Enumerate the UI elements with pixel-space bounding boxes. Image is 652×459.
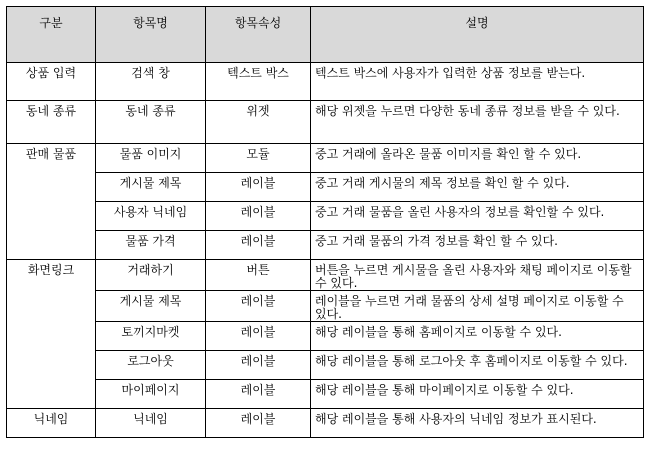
- table-row: [7, 231, 644, 260]
- group-cell: [7, 291, 96, 322]
- group-cell: [7, 322, 96, 351]
- table-row: [7, 63, 644, 101]
- desc-cell: 해당 레이블을 통해 마이페이지로 이동할 수 있다.: [311, 380, 644, 409]
- desc-cell: 해당 레이블을 통해 홈페이지로 이동할 수 있다.: [311, 322, 644, 351]
- group-cell: [7, 231, 96, 260]
- table-row: [7, 380, 644, 409]
- desc-cell: 텍스트 박스에 사용자가 입력한 상품 정보를 받는다.: [311, 63, 644, 101]
- group-cell: [7, 173, 96, 202]
- name-cell: 거래하기: [96, 260, 206, 291]
- name-cell: 닉네임: [96, 409, 206, 438]
- table-row: [7, 409, 644, 438]
- name-cell: 게시물 제목: [96, 173, 206, 202]
- name-cell: 사용자 닉네임: [96, 202, 206, 231]
- desc-cell: 버튼을 누르면 게시물을 올린 사용자와 채팅 페이지로 이동할 수 있다.: [311, 260, 644, 291]
- attr-cell: 위젯: [206, 101, 311, 144]
- table-row: [7, 322, 644, 351]
- table-row: [7, 202, 644, 231]
- name-cell: 토끼지마켓: [96, 322, 206, 351]
- name-cell: 동네 종류: [96, 101, 206, 144]
- desc-cell: 해당 레이블을 통해 로그아웃 후 홈페이지로 이동할 수 있다.: [311, 351, 644, 380]
- table-row: [7, 144, 644, 173]
- desc-cell: 레이블을 누르면 거래 물품의 상세 설명 페이지로 이동할 수 있다.: [311, 291, 644, 322]
- attr-cell: 레이블: [206, 202, 311, 231]
- attr-cell: 레이블: [206, 351, 311, 380]
- attr-cell: 레이블: [206, 291, 311, 322]
- group-cell: 상품 입력: [7, 63, 96, 101]
- table-row: [7, 173, 644, 202]
- header-row: [7, 7, 644, 63]
- name-cell: 로그아웃: [96, 351, 206, 380]
- name-cell: 게시물 제목: [96, 291, 206, 322]
- attr-cell: 레이블: [206, 173, 311, 202]
- group-cell: 닉네임: [7, 409, 96, 438]
- desc-cell: 중고 거래 물품의 가격 정보를 확인 할 수 있다.: [311, 231, 644, 260]
- attr-cell: 레이블: [206, 380, 311, 409]
- table-row: [7, 351, 644, 380]
- header-name: 항목명: [96, 7, 206, 63]
- attr-cell: 레이블: [206, 231, 311, 260]
- table-row: [7, 101, 644, 144]
- attr-cell: 버튼: [206, 260, 311, 291]
- desc-cell: 해당 레이블을 통해 사용자의 닉네임 정보가 표시된다.: [311, 409, 644, 438]
- header-attr: 항목속성: [206, 7, 311, 63]
- spec-table: [6, 6, 644, 438]
- attr-cell: 레이블: [206, 409, 311, 438]
- name-cell: 검색 창: [96, 63, 206, 101]
- desc-cell: 중고 거래에 올라온 물품 이미지를 확인 할 수 있다.: [311, 144, 644, 173]
- desc-cell: 중고 거래 게시물의 제목 정보를 확인 할 수 있다.: [311, 173, 644, 202]
- table-row: [7, 260, 644, 291]
- group-cell: 동네 종류: [7, 101, 96, 144]
- group-cell: 판매 물품: [7, 144, 96, 173]
- attr-cell: 모듈: [206, 144, 311, 173]
- desc-cell: 중고 거래 물품을 올린 사용자의 정보를 확인할 수 있다.: [311, 202, 644, 231]
- table-row: [7, 291, 644, 322]
- group-cell: 화면링크: [7, 260, 96, 291]
- desc-cell: 해당 위젯을 누르면 다양한 동네 종류 정보를 받을 수 있다.: [311, 101, 644, 144]
- header-group: 구분: [7, 7, 96, 63]
- group-cell: [7, 380, 96, 409]
- attr-cell: 텍스트 박스: [206, 63, 311, 101]
- header-desc: 설명: [311, 7, 644, 63]
- group-cell: [7, 351, 96, 380]
- name-cell: 물품 가격: [96, 231, 206, 260]
- name-cell: 마이페이지: [96, 380, 206, 409]
- name-cell: 물품 이미지: [96, 144, 206, 173]
- attr-cell: 레이블: [206, 322, 311, 351]
- group-cell: [7, 202, 96, 231]
